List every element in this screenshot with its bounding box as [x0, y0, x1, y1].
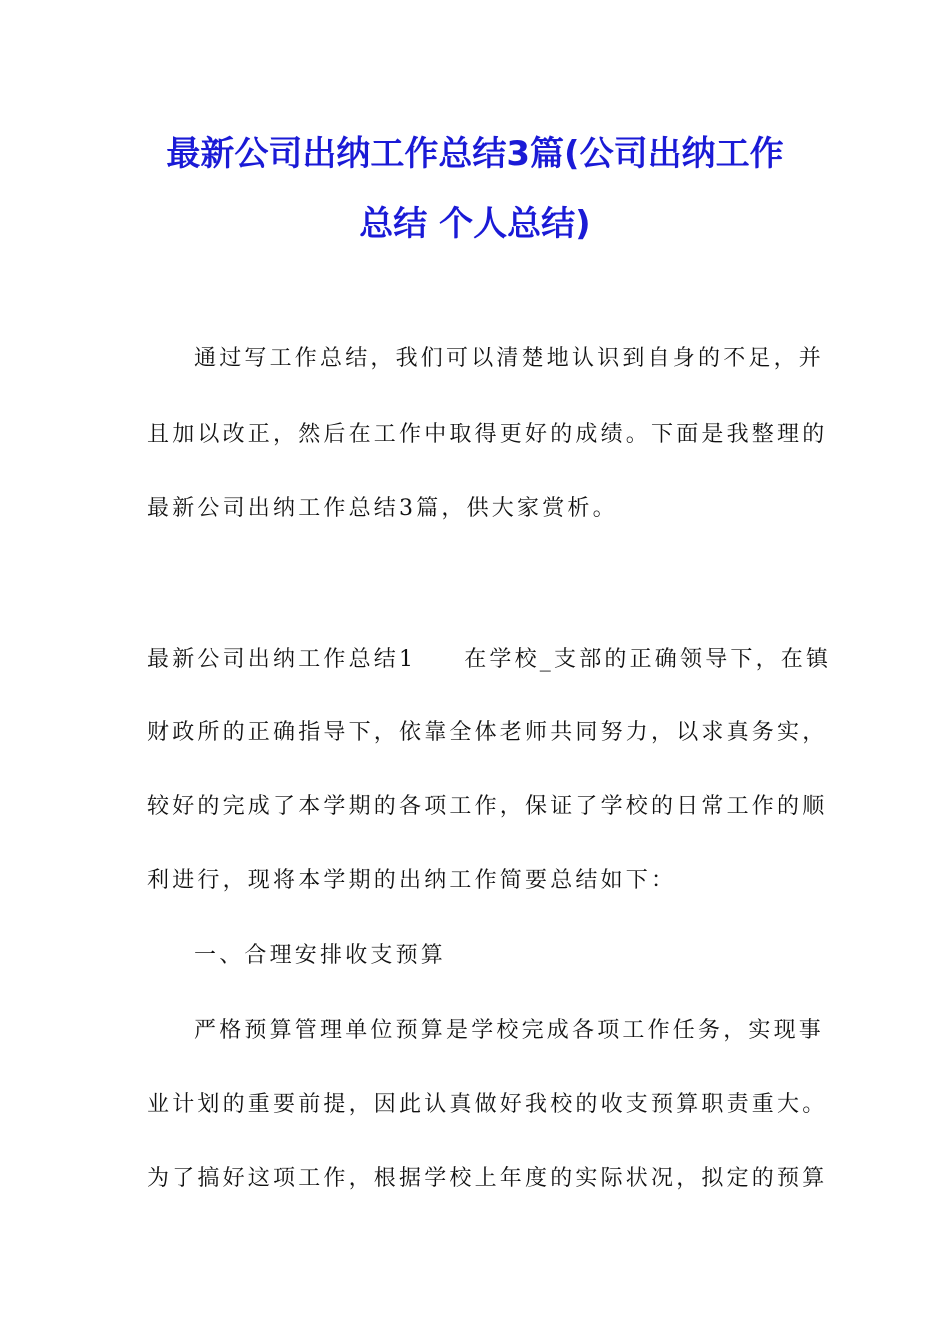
section-1-label: 最新公司出纳工作总结1: [147, 647, 417, 672]
para-2-line-3: 为了搞好这项工作，根据学校上年度的实际状况，拟定的预算: [147, 1166, 828, 1191]
section-1-line-2: 财政所的正确指导下，依靠全体老师共同努力，以求真务实，: [147, 720, 828, 745]
heading-budget: 一、合理安排收支预算: [194, 943, 447, 968]
intro-line-1: 通过写工作总结，我们可以清楚地认识到自身的不足，并: [194, 346, 825, 371]
section-1-line-3: 较好的完成了本学期的各项工作，保证了学校的日常工作的顺: [147, 794, 828, 819]
section-1-first-text: 在学校_支部的正确领导下，在镇: [464, 647, 832, 672]
para-2-line-2: 业计划的重要前提，因此认真做好我校的收支预算职责重大。: [147, 1092, 828, 1117]
intro-line-3: 最新公司出纳工作总结3篇，供大家赏析。: [147, 496, 618, 521]
document-title-line-2: 总结 个人总结): [359, 204, 591, 244]
section-1-first-line: [147, 645, 832, 675]
para-2-line-1: 严格预算管理单位预算是学校完成各项工作任务，实现事: [194, 1018, 825, 1043]
section-1-line-4: 利进行，现将本学期的出纳工作简要总结如下：: [147, 868, 677, 893]
intro-line-2: 且加以改正，然后在工作中取得更好的成绩。下面是我整理的: [147, 422, 828, 447]
document-title-line-1: 最新公司出纳工作总结3篇(公司出纳工作: [166, 134, 784, 174]
